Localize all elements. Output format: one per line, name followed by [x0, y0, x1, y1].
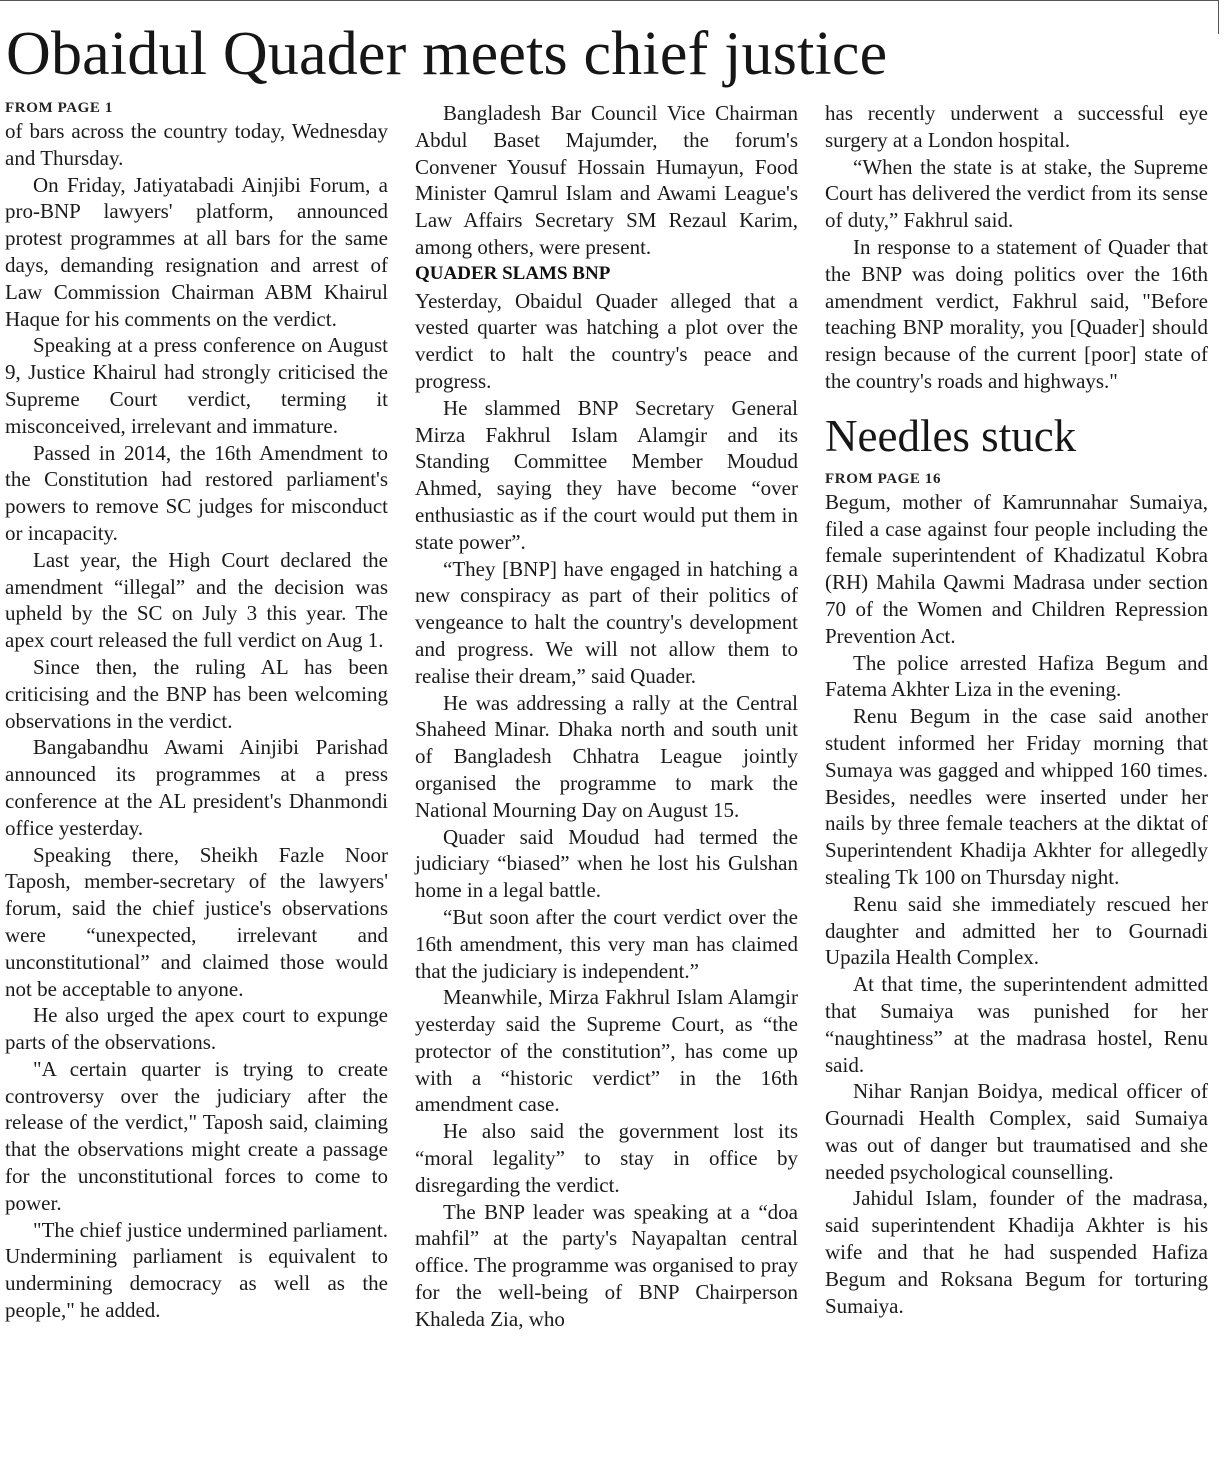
article-column-1 [5, 98, 388, 1324]
paragraph: The BNP leader was speaking at a “doa mahfil” at the party's Nayapaltan central office. The programme was organised to pray for the well-being of BNP Chairperson Khaleda Zia, who [415, 1199, 798, 1331]
second-headline: Needles stuck [825, 410, 1077, 461]
paragraph: Jahidul Islam, founder of the madrasa, said superintendent Khadija Akhter is his wife and that he had suspended Hafiza Begum and Roksana Begum for torturing Sumaiya. [825, 1186, 1208, 1318]
paragraph: He also urged the apex court to expunge parts of the observations. [5, 1003, 388, 1055]
paragraph: “But soon after the court verdict over the 16th amendment, this very man has claimed that the judiciary is independent.” [415, 904, 798, 983]
paragraph: Since then, the ruling AL has been criticising and the BNP has been welcoming observations in the verdict. [5, 654, 388, 733]
paragraph: Last year, the High Court declared the amendment “illegal” and the decision was upheld by the SC on July 3 this year. The apex court released the full verdict on Aug 1. [5, 547, 388, 653]
paragraph: Quader said Moudud had termed the judiciary “biased” when he lost his Gulshan home in a legal battle. [415, 824, 798, 903]
right-rule [1218, 0, 1219, 34]
paragraph: has recently underwent a successful eye surgery at a London hospital. [825, 101, 1208, 152]
paragraph: He was addressing a rally at the Central Shaheed Minar. Dhaka north and south unit of Bangladesh Chhatra League jointly organised the programme to mark the National Mourning Day on August 15. [415, 690, 798, 822]
article-column-3 [825, 100, 1208, 1319]
paragraph: The police arrested Hafiza Begum and Fatema Akhter Liza in the evening. [825, 650, 1208, 702]
paragraph: "A certain quarter is trying to create controversy over the judiciary after the release of the verdict," Taposh said, claiming that the observations might create a passage for the unconstitutional forces to come to power. [5, 1056, 388, 1215]
top-rule [0, 0, 1219, 1]
main-headline: Obaidul Quader meets chief justice [6, 20, 888, 88]
paragraph: Bangabandhu Awami Ainjibi Parishad announced its programmes at a press conference at the AL president's Dhanmondi office yesterday. [5, 735, 388, 840]
paragraph: Bangladesh Bar Council Vice Chairman Abdul Baset Majumder, the forum's Convener Yousuf Hossain Humayun, Food Minister Qamrul Islam and Awami League's Law Affairs Secretary SM Rezaul Karim, among others, were present. [415, 101, 798, 259]
paragraph: of bars across the country today, Wednesday and Thursday. [5, 119, 388, 170]
paragraph: He slammed BNP Secretary General Mirza Fakhrul Islam Alamgir and its Standing Committee Member Moudud Ahmed, saying they have become “over enthusiastic as if the court would put them in state power”. [415, 395, 798, 554]
paragraph: He also said the government lost its “moral legality” to stay in office by disregarding the verdict. [415, 1119, 798, 1197]
paragraph: "The chief justice undermined parliament. Undermining parliament is equivalent to undermining democracy as well as the people," he added. [5, 1217, 388, 1323]
paragraph: Renu Begum in the case said another student informed her Friday morning that Sumaya was gagged and whipped 160 times. Besides, needles were inserted under her nails by three female teachers at the diktat of Superintendent Khadija Akhter for allegedly stealing Tk 100 on Thursday night. [825, 704, 1208, 889]
article-column-2 [415, 100, 798, 1333]
subheading: QUADER SLAMS BNP [415, 262, 611, 284]
paragraph: At that time, the superintendent admitted that Sumaiya was punished for her “naughtiness” at the madrasa hostel, Renu said. [825, 972, 1208, 1077]
paragraph: “They [BNP] have engaged in hatching a new conspiracy as part of their politics of vengeance to halt the country's development and progress. We will not allow them to realise their dream,” said Quader. [415, 556, 798, 688]
paragraph: Speaking there, Sheikh Fazle Noor Taposh, member-secretary of the lawyers' forum, said the chief justice's observations were “unexpected, irrelevant and unconstitutional” and claimed those would not be acceptable to anyone. [5, 842, 388, 1001]
paragraph: On Friday, Jatiyatabadi Ainjibi Forum, a pro-BNP lawyers' platform, announced protest programmes at all bars for the same days, demanding resignation and arrest of Law Commission Chairman ABM Khairul Haque for his comments on the verdict. [5, 172, 388, 331]
paragraph: Renu said she immediately rescued her daughter and admitted her to Gournadi Upazila Health Complex. [825, 891, 1208, 970]
from-page-kicker: FROM PAGE 1 [5, 100, 113, 116]
paragraph: Nihar Ranjan Boidya, medical officer of Gournadi Health Complex, said Sumaiya was out of danger but traumatised and she needed psychological counselling. [825, 1079, 1208, 1184]
paragraph: Speaking at a press conference on August 9, Justice Khairul had strongly criticised the Supreme Court verdict, terming it misconceived, irrelevant and immature. [5, 333, 388, 438]
paragraph: Yesterday, Obaidul Quader alleged that a vested quarter was hatching a plot over the verdict to halt the country's peace and progress. [415, 288, 798, 393]
paragraph: In response to a statement of Quader that the BNP was doing politics over the 16th amendment verdict, Fakhrul said, "Before teaching BNP morality, you [Quader] should resign because of the current [poor] state of the country's roads and highways." [825, 234, 1208, 393]
paragraph: Passed in 2014, the 16th Amendment to the Constitution had restored parliament's powers to remove SC judges for misconduct or incapacity. [5, 440, 388, 545]
paragraph: “When the state is at stake, the Supreme Court has delivered the verdict from its sense of duty,” Fakhrul said. [825, 154, 1208, 233]
from-page-kicker: FROM PAGE 16 [825, 470, 942, 487]
paragraph: Meanwhile, Mirza Fakhrul Islam Alamgir yesterday said the Supreme Court, as “the protector of the constitution”, has come up with a “historic verdict” in the 16th amendment case. [415, 985, 798, 1117]
paragraph: Begum, mother of Kamrunnahar Sumaiya, filed a case against four people including the female superintendent of Khadizatul Kobra (RH) Mahila Qawmi Madrasa under section 70 of the Women and Children Repression Prevention Act. [825, 489, 1208, 648]
